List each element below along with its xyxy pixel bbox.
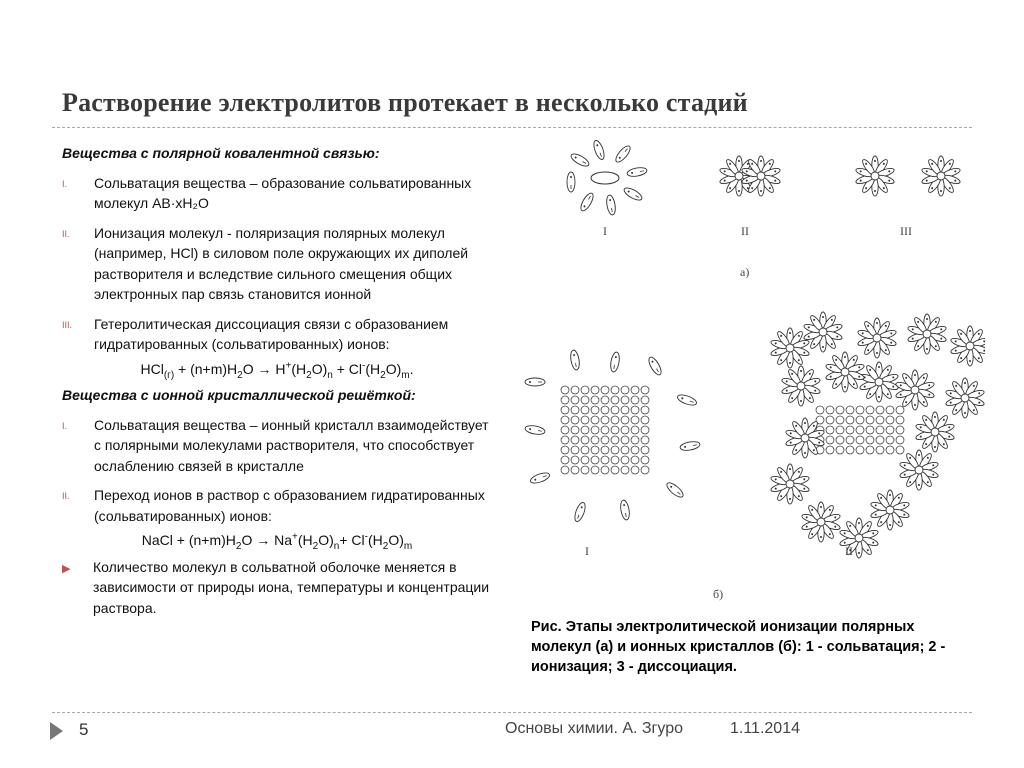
item-text: Гетеролитическая диссоциация связи с образованием гидратированных (сольватированных) ионов: bbox=[94, 315, 449, 352]
stage-a3-diagram bbox=[855, 156, 961, 196]
footer-divider bbox=[52, 712, 972, 713]
label-b-i: I bbox=[585, 544, 589, 558]
polar-item-1 bbox=[62, 173, 492, 214]
item-text: Переход ионов в раствор с образованием гидратированных (сольватированных) ионов: bbox=[94, 487, 485, 524]
label-a-ii: II bbox=[741, 224, 749, 238]
stage-a2-diagram bbox=[719, 156, 781, 196]
hcl-formula: $HCl_{(г)} + (n+m)H_2O \to H^+(H_2O)_n + Cl^-(H_2O)_m$. bbox=[140, 359, 414, 381]
ionization-figure bbox=[515, 140, 985, 610]
item-number: III. bbox=[62, 319, 73, 330]
stage-a1-diagram bbox=[567, 140, 648, 216]
label-b-ii: II bbox=[845, 544, 853, 558]
item-number: II. bbox=[62, 491, 70, 501]
item-number: I. bbox=[62, 420, 68, 431]
footer-author: Основы химии. А. Згуро bbox=[505, 720, 684, 737]
footer-date: 1.11.2014 bbox=[730, 720, 800, 737]
ionic-item-1 bbox=[62, 415, 492, 477]
item-text: Сольватация вещества – ионный кристалл взаимодействует с полярными молекулами растворителя, что способствует ослаблению связей в кристалле bbox=[94, 416, 489, 474]
note-bullet bbox=[62, 557, 492, 619]
item-number: I. bbox=[62, 178, 68, 189]
stage-b2-diagram bbox=[816, 406, 904, 454]
item-text: Ионизация молекул - поляризация полярных молекул (например, HCl) в силовом поле окружающих их диполей растворителя и вследствие сильного смещения общих электронных пар связь становится ионной bbox=[94, 224, 469, 302]
label-a: а) bbox=[740, 265, 750, 279]
item-text: Сольватация вещества – образование сольватированных молекул АВ·xH₂O bbox=[94, 174, 472, 211]
nacl-formula: NaCl + $(n+m)H_2O \to Na^+(H_2O)_n+ Cl^-(H_2O)_m$ bbox=[141, 531, 413, 552]
stage-b1-diagram bbox=[524, 349, 700, 522]
slide-content bbox=[62, 143, 492, 618]
item-number: II. bbox=[62, 228, 70, 239]
play-arrow-icon bbox=[50, 722, 63, 740]
polar-item-3 bbox=[62, 314, 492, 355]
polar-item-2 bbox=[62, 223, 492, 305]
label-a-iii: III bbox=[900, 224, 912, 238]
figure-caption: Рис. Этапы электролитической ионизации полярных молекул (а) и ионных кристаллов (б): 1 - сольватация; 2 - ионизация; 3 - диссоциация. bbox=[531, 619, 946, 675]
label-a-i: I bbox=[603, 224, 607, 238]
ionic-item-2 bbox=[62, 485, 492, 526]
title-divider bbox=[52, 127, 972, 128]
bullet-arrow-icon: ▶ bbox=[62, 562, 71, 575]
note-text: Количество молекул в сольватной оболочке меняется в зависимости от природы иона, температуры и концентрации раствора. bbox=[93, 558, 490, 616]
hydrated-ions bbox=[770, 312, 985, 558]
page-number: 5 bbox=[79, 720, 89, 739]
ionic-heading: Вещества с ионной кристаллической решёткой: bbox=[62, 387, 416, 403]
label-b: б) bbox=[713, 587, 724, 601]
slide-title: Растворение электролитов протекает в несколько стадий bbox=[62, 88, 748, 117]
polar-heading: Вещества с полярной ковалентной связью: bbox=[62, 145, 380, 161]
